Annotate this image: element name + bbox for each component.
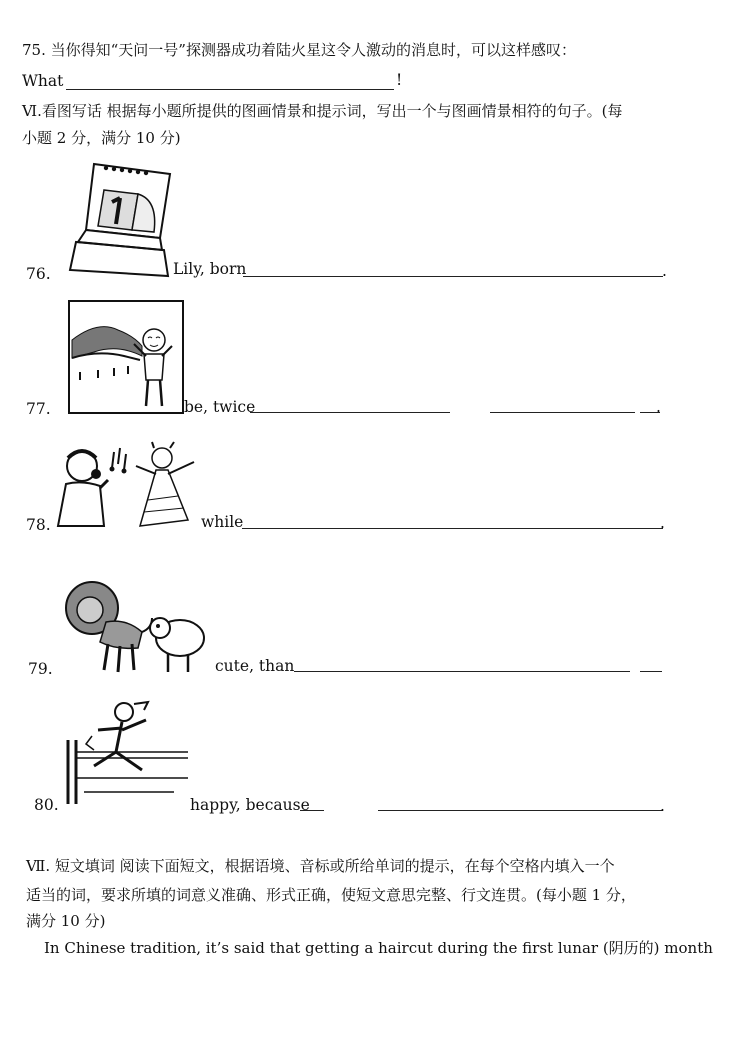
q75-prompt: 75. 当你得知“天问一号”探测器成功着陆火星这令人激动的消息时，可以这样感叹： bbox=[22, 41, 576, 59]
item-77-answer-blank-2[interactable] bbox=[490, 412, 635, 413]
item-79-hint: cute, than bbox=[215, 657, 295, 675]
item-78-number: 78. bbox=[26, 516, 51, 534]
section7-instructions: 适当的词，要求所填的词意义准确、形式正确，使短文意思完整、行文连贯。(每小题 1 分， bbox=[26, 886, 636, 904]
item-78-answer-blank[interactable] bbox=[242, 528, 663, 529]
item-77-hint: be, twice bbox=[184, 398, 256, 416]
item-80-number: 80. bbox=[34, 796, 59, 814]
item-80-end: . bbox=[660, 797, 665, 815]
item-76-number: 76. bbox=[26, 265, 51, 283]
section6-heading: Ⅵ.看图写话 根据每小题所提供的图画情景和提示词，写出一个与图画情景相符的句子。(每 bbox=[22, 102, 623, 120]
item-76-end: . bbox=[662, 262, 667, 280]
q75-answer-blank[interactable] bbox=[66, 89, 394, 90]
item-80-answer-blank-1[interactable] bbox=[300, 810, 324, 811]
item-79-answer-blank-1[interactable] bbox=[294, 671, 630, 672]
item-77-end: . bbox=[656, 398, 661, 416]
item-80-hint: happy, because bbox=[190, 796, 310, 814]
item-76-hint: Lily, born bbox=[173, 260, 247, 278]
item-79-number: 79. bbox=[28, 660, 53, 678]
lion-and-sheep-icon bbox=[56, 578, 208, 678]
passage-first-line: In Chinese tradition, it’s said that getting a haircut during the first lunar (阴历的) month bbox=[44, 939, 713, 957]
item-78-hint: while bbox=[201, 513, 244, 531]
hurdle-runner-icon bbox=[64, 700, 192, 806]
item-76-answer-blank[interactable] bbox=[243, 276, 663, 277]
q75-prefix: What bbox=[22, 72, 64, 90]
item-78-end: . bbox=[660, 514, 665, 532]
section7-scoring: 满分 10 分) bbox=[26, 912, 106, 930]
section6-scoring: 小题 2 分，满分 10 分) bbox=[22, 129, 181, 147]
q75-suffix: ! bbox=[396, 71, 403, 89]
calendar-icon bbox=[66, 160, 172, 278]
item-80-answer-blank-2[interactable] bbox=[378, 810, 663, 811]
great-wall-boy-icon bbox=[68, 300, 184, 414]
item-77-number: 77. bbox=[26, 400, 51, 418]
singing-dancing-children-icon bbox=[48, 440, 198, 532]
section7-heading: Ⅶ. 短文填词 阅读下面短文，根据语境、音标或所给单词的提示，在每个空格内填入一个 bbox=[26, 857, 615, 875]
item-79-answer-blank-2[interactable] bbox=[640, 671, 662, 672]
item-77-answer-blank-1[interactable] bbox=[250, 412, 450, 413]
